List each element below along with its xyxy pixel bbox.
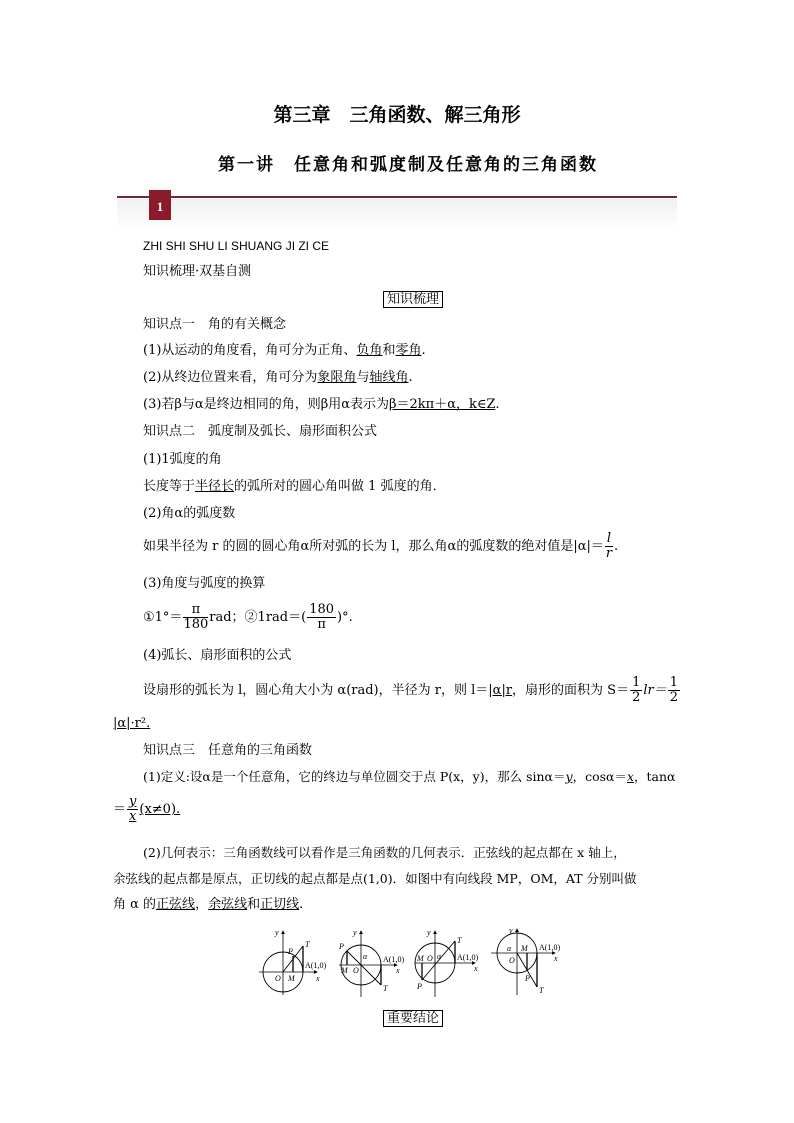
text: rad；②1rad＝( [209, 610, 307, 625]
text: 长度等于 [143, 479, 196, 494]
text: 和 [382, 343, 396, 358]
denominator: 2 [632, 690, 641, 705]
denominator: 180 [183, 617, 209, 632]
kp2-s1: (1)1弧度的角 [143, 452, 222, 467]
kp3-title: 知识点三 任意角的三角函数 [143, 743, 313, 758]
kp1-line1 [143, 343, 426, 359]
condition: (x≠0). [139, 802, 181, 817]
text: (2)从终边位置来看，角可分为 [143, 370, 318, 385]
kp3-def [143, 769, 675, 785]
denominator: r [605, 546, 613, 561]
text: 如果半径为 r 的圆的圆心角α所对弧的长为 l，那么角α的弧度数的绝对值是|α|＝ [143, 539, 604, 554]
box-zhishishuli [383, 291, 443, 308]
text: 与 [356, 370, 370, 385]
text: 和 [247, 897, 261, 912]
fraction [183, 603, 208, 632]
answer: 象限角 [317, 370, 357, 385]
numerator: 180 [309, 602, 335, 617]
label-O: O [509, 956, 515, 965]
answer: 正切线 [260, 897, 300, 912]
text: ，扇形的面积为 S＝ [512, 683, 630, 698]
kp2-s4: (4)弧长、扇形面积的公式 [143, 648, 292, 663]
kp3-def-line2 [113, 795, 180, 824]
numerator: 1 [669, 675, 679, 690]
denominator: 2 [669, 690, 679, 705]
text: ①1°＝ [143, 610, 183, 625]
text: ，tanα [634, 769, 676, 784]
text: )°. [337, 610, 353, 625]
numerator: l [606, 531, 612, 546]
label-T: T [383, 984, 388, 993]
text: . [495, 397, 500, 412]
label-y: y [353, 928, 357, 937]
kp1-line3 [143, 397, 499, 413]
chapter-title: 第三章 三角函数、解三角形 [273, 104, 521, 126]
box-zhongyaojielun-label: 重要结论 [383, 1010, 443, 1027]
label-A: A(1,0) [539, 943, 561, 952]
unit-circle-quadrant-3 [415, 928, 478, 997]
section-badge [149, 190, 171, 220]
box-zhongyaojielun [383, 1010, 443, 1027]
numerator: 1 [632, 675, 641, 690]
fraction [605, 532, 613, 561]
text: . [408, 370, 413, 385]
label-y: y [509, 926, 513, 935]
label-M: M [521, 944, 528, 953]
label-O: O [427, 954, 433, 963]
label-alpha: α [437, 952, 442, 961]
fraction [630, 676, 642, 705]
answer: 正弦线 [156, 897, 196, 912]
kp2-title: 知识点二 弧度制及弧长、扇形面积公式 [143, 424, 378, 439]
text: ，cosα＝ [572, 769, 627, 784]
text: . [421, 343, 426, 358]
kp2-s2-text [143, 532, 618, 561]
answer: 负角 [356, 343, 383, 358]
label-x: x [396, 966, 400, 975]
label-x: x [474, 964, 478, 973]
kp2-s4-text [143, 676, 681, 705]
answer: 半径长 [195, 479, 235, 494]
fraction [668, 676, 680, 705]
box-zhishishuli-label: 知识梳理 [383, 291, 443, 308]
kp2-s3-text [143, 603, 353, 632]
kp2-s4-line2: |α|·r². [113, 716, 151, 731]
text: (1)从运动的角度看，角可分为正角、 [143, 343, 357, 358]
answer: β＝2kπ＋α，k∈Z [389, 397, 496, 412]
text: 设扇形的弧长为 l，圆心角大小为 α(rad)，半径为 r，则 l＝ [143, 683, 489, 698]
text: 的弧所对的圆心角叫做 1 弧度的角． [234, 479, 446, 494]
label-A: A(1,0) [383, 955, 405, 964]
fraction [127, 795, 138, 824]
label-y: y [427, 928, 431, 937]
pinyin-heading: ZHI SHI SHU LI SHUANG JI ZI CE [143, 239, 330, 253]
unit-circle-quadrant-2 [338, 928, 404, 997]
label-T: T [305, 940, 310, 949]
section-rule-shade [117, 199, 677, 231]
text: . [614, 539, 619, 554]
label-P: P [288, 947, 293, 956]
text: ＝ [113, 802, 127, 817]
denominator: π [317, 617, 326, 632]
label-x: x [554, 954, 558, 963]
lecture-title: 第一讲 任意角和弧度制及任意角的三角函数 [218, 155, 598, 175]
label-x: x [316, 974, 320, 983]
section-badge-number: 1 [156, 199, 164, 214]
kp1-line2 [143, 370, 413, 386]
label-O: O [275, 974, 281, 983]
kp2-s3: (3)角度与弧度的换算 [143, 576, 266, 591]
label-A: A(1,0) [305, 961, 327, 970]
answer: |α|r [488, 683, 513, 698]
kp1-title: 知识点一 角的有关概念 [143, 317, 287, 332]
unit-circle-quadrant-1 [259, 928, 326, 995]
answer: x [626, 769, 635, 784]
fraction [307, 603, 336, 632]
unit-circle-quadrant-4 [491, 926, 560, 995]
kp3-geo-line3 [113, 897, 303, 913]
numerator: π [183, 603, 208, 618]
label-T: T [539, 986, 544, 995]
section-name: 知识梳理·双基自测 [143, 264, 252, 279]
section-rule [117, 196, 677, 198]
label-O: O [353, 966, 359, 975]
label-alpha: α [507, 944, 512, 953]
denominator: x [129, 809, 137, 824]
answer: 余弦线 [208, 897, 248, 912]
text: (1)定义:设α是一个任意角，它的终边与单位圆交于点 P(x，y)，那么 sinα＝ [143, 769, 566, 784]
text: lr＝ [643, 683, 667, 698]
kp3-geo-line2: 余弦线的起点都是原点，正切线的起点都是点(1,0)．如图中有向线段 MP，OM，AT 分别叫做 [113, 871, 637, 886]
answer: 零角 [395, 343, 422, 358]
kp2-s2: (2)角α的弧度数 [143, 506, 236, 521]
answer: y [565, 769, 573, 784]
label-M: M [288, 974, 295, 983]
kp2-s1-text [143, 479, 446, 495]
numerator: y [129, 794, 137, 809]
label-A: A(1,0) [457, 953, 479, 962]
label-T: T [457, 936, 462, 945]
label-P: P [417, 982, 422, 991]
text: ， [195, 897, 209, 912]
answer: 轴线角 [369, 370, 409, 385]
text: 角 α 的 [113, 897, 157, 912]
label-M: M [341, 966, 348, 975]
text: (3)若β与α是终边相同的角，则β用α表示为 [143, 397, 390, 412]
label-alpha: α [363, 952, 368, 961]
label-P: P [339, 942, 344, 951]
text: . [299, 897, 304, 912]
label-P: P [525, 974, 530, 983]
label-M: M [417, 954, 424, 963]
kp3-geo-line1: (2)几何表示：三角函数线可以看作是三角函数的几何表示．正弦线的起点都在 x 轴上， [143, 845, 626, 860]
label-y: y [275, 928, 279, 937]
trig-lines-figure [255, 925, 575, 1000]
